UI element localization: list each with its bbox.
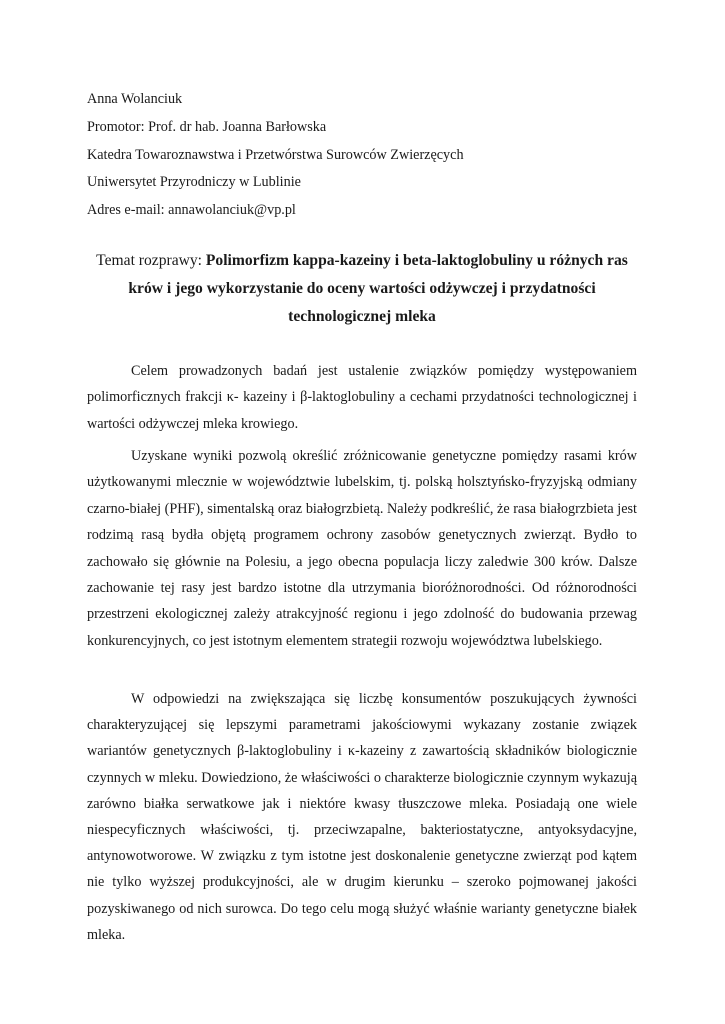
body-paragraph-1: Celem prowadzonych badań jest ustalenie związków pomiędzy występowaniem polimorficznych frakcji κ- kazeiny i β-laktoglobuliny a cechami przydatności technologicznej i wartości odżywczej mleka krowiego. (87, 363, 637, 432)
body-paragraph-3: W odpowiedzi na zwiększająca się liczbę konsumentów poszukujących żywności charakteryzującej się lepszymi parametrami jakościowymi wykazany zostanie związek wariantów genetycznych β-laktoglobuliny i κ-kazeiny z zawartością składników biologicznie czynnych w mleku. Dowiedziono, że właściwości o charakterze biologicznie czynnym wykazują zarówno białka serwatkowe jak i niektóre kwasy tłuszczowe mleka. Posiadają one wiele niespecyficznych właściwości, tj. przeciwzapalne, bakteriostatyczne, antyoksydacyjne, antynowotworowe. W związku z tym istotne jest doskonalenie genetyczne zwierząt pod kątem nie tylko wyższej produkcyjności, ale w drugim kierunku – szeroko pojmowanej jakości pozyskiwanego od nich surowca. Do tego celu mogą służyć właśnie warianty genetyczne białek mleka. (87, 691, 637, 943)
department-line: Katedra Towaroznawstwa i Przetwórstwa Surowców Zwierzęcych (87, 146, 464, 163)
email-line: Adres e-mail: annawolanciuk@vp.pl (87, 202, 296, 219)
university-line: Uniwersytet Przyrodniczy w Lublinie (87, 174, 301, 191)
dissertation-title (87, 247, 637, 330)
author-info-block (87, 86, 647, 225)
promoter-line: Promotor: Prof. dr hab. Joanna Barłowska (87, 118, 327, 135)
title-prefix: Temat rozprawy: (96, 252, 206, 269)
title-text: Polimorfizm kappa-kazeiny i beta-laktoglobuliny u różnych ras krów i jego wykorzystanie do oceny wartości odżywczej i przydatności technologicznej mleka (128, 252, 628, 325)
body-paragraph-2: Uzyskane wyniki pozwolą określić zróżnicowanie genetyczne pomiędzy rasami krów użytkowanymi mlecznie w województwie lubelskim, tj. polską holsztyńsko-fryzyjską odmiany czarno-białej (PHF), simentalską oraz białogrzbietą. Należy podkreślić, że rasa białogrzbieta jest rodzimą rasą bydła objętą programem ochrony zasobów genetycznych zwierząt. Bydło to zachowało się głównie na Polesiu, a jego obecna populacja liczy zaledwie 300 krów. Dalsze zachowanie tej rasy jest bardzo istotne dla utrzymania bioróżnorodności. Od różnorodności przestrzeni ekologicznej zależy atrakcyjność regionu i jego zdolność do budowania przewag konkurencyjnych, co jest istotnym elementem strategii rozwoju województwa lubelskiego. (87, 448, 637, 649)
author-name: Anna Wolanciuk (87, 91, 183, 107)
